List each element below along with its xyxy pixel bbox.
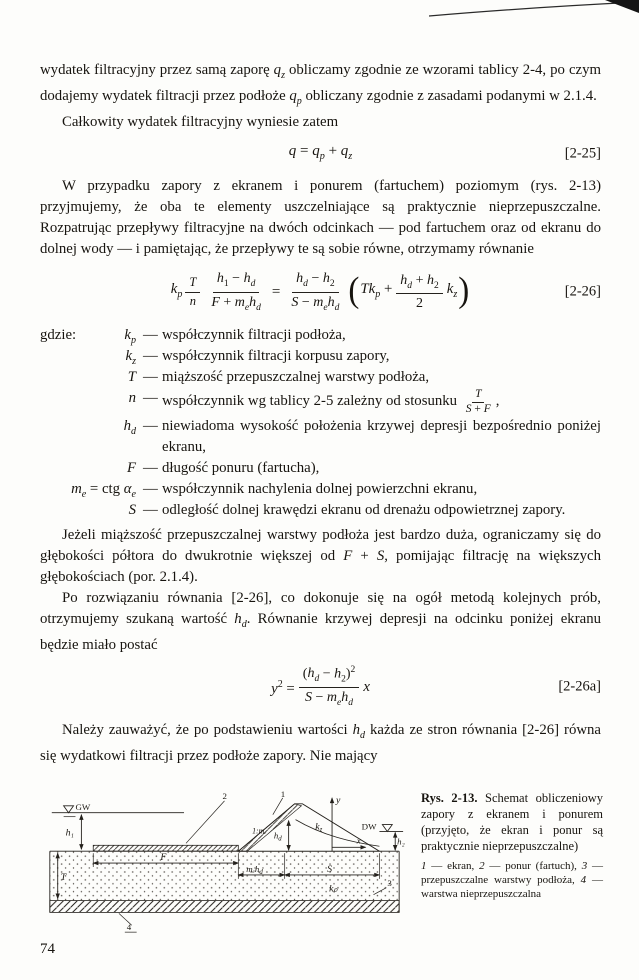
- label-1-ekran: 1: [280, 790, 286, 799]
- label-h1: h₁: [65, 827, 74, 839]
- caption-text: Rys. 2-13. Schemat obliczeniowy zapory z ekranem i ponurem (przyjęto, że ekran i ponur są praktycznie nieprzepuszczalne): [421, 791, 603, 853]
- eq26-frac-inner: $\frac{h_d + h_2}{2}$: [396, 272, 442, 313]
- symbol: S: [128, 501, 136, 518]
- description: długość ponuru (fartucha),: [162, 459, 320, 476]
- leader-2: [186, 801, 224, 843]
- equation-number: [2-26]: [564, 283, 601, 300]
- eq26a-frac: $\frac{(h_d - h_2)^2}{S - m_eh_d}$: [299, 665, 360, 710]
- symbol: $k_p$: [124, 327, 136, 347]
- eq26-frac-right: $\frac{h_d - h_2}{S - m_eh_d}$: [291, 270, 340, 313]
- symbol: $k_z$: [125, 348, 136, 368]
- leader-1: [273, 798, 283, 815]
- label-kz: $k_z$: [315, 821, 323, 834]
- label-x-axis: x: [356, 835, 361, 846]
- paragraph-remark: Należy zauważyć, że po podstawieniu wartości $h_d$ każda ze stron równania [2-26] równa się wydatkowi filtracji przez podłoże zapory. Nie mający: [40, 721, 602, 764]
- where-list: [40, 325, 601, 520]
- description: miąższość przepuszczalnej warstwy podłoża,: [162, 369, 430, 386]
- equation-number: [2-25]: [564, 145, 601, 162]
- symbol: F: [126, 459, 136, 476]
- paragraph-solution: Po rozwiązaniu równania [2-26], co dokonuje się na ogół metodą kolejnych prób, otrzymujemy szukaną wartość $h_d$. Równanie krzywej depresji na odcinku poniżej ekranu będzie miało postać: [40, 589, 601, 653]
- dash: —: [143, 327, 158, 344]
- eq26-inner-tail: $k_z$: [446, 281, 458, 301]
- where-row: [40, 416, 601, 458]
- label-h2: h₂: [397, 836, 405, 847]
- dash: —: [143, 480, 158, 497]
- right-paren: ): [458, 271, 470, 311]
- label-S: S: [327, 863, 333, 875]
- where-row: [40, 388, 601, 415]
- paragraph-ekran-ponur: W przypadku zapory z ekranem i ponurem (fartuchem) poziomym (rys. 2-13) przyjmujemy, że oba te elementy uszczelniające są praktycznie nieprzepuszczalne. Rozpatrując przepływy filtracyjne na dwóch odcinkach — pod fartuchem oraz od ekranu do dolnej wody — i pamiętając, że przepływy te są sobie równe, otrzymamy równanie: [40, 177, 601, 257]
- dash: —: [143, 417, 158, 434]
- description: współczynnik nachylenia dolnej powierzchni ekranu,: [162, 480, 478, 497]
- label-gw: GW: [75, 801, 91, 812]
- where-row: [40, 346, 601, 367]
- impermeable-layer: [50, 901, 399, 913]
- where-row: [40, 458, 601, 479]
- equation-2-26a: [40, 665, 601, 710]
- label-T: T: [60, 871, 67, 883]
- equation-2-26: [40, 270, 601, 314]
- dash: —: [143, 459, 158, 476]
- dash: —: [143, 501, 158, 518]
- symbol: $h_d$: [123, 417, 136, 437]
- scan-corner-artifact: [429, 0, 639, 22]
- symbol: n: [128, 390, 136, 407]
- dw-nabla-icon: [382, 825, 392, 832]
- equals-sign: =: [271, 283, 281, 300]
- label-slope-ratio: 1:mₑ: [252, 826, 267, 836]
- where-row: [40, 325, 601, 346]
- description: niewiadoma wysokość położenia krzywej depresji bezpośrednio poniżej ekranu,: [162, 417, 601, 455]
- label-3-foundation: 3: [387, 877, 392, 888]
- where-row: [40, 479, 601, 500]
- label-2-ponur: 2: [222, 790, 227, 801]
- permeable-foundation: [50, 851, 399, 900]
- dash: —: [143, 390, 158, 407]
- description: współczynnik wg tablicy 2-5 zależny od stosunku $\frac{T}{S + F}$ ,: [162, 388, 500, 415]
- page-number: 74: [40, 941, 55, 957]
- label-mehd: mₑh$_d$: [246, 863, 263, 876]
- ponur-apron: [93, 845, 238, 851]
- label-kp: kₚ: [329, 883, 338, 895]
- label-hd: $h_d$: [273, 830, 282, 843]
- label-y-axis: y: [336, 794, 341, 806]
- paragraph-depth-limit: Jeżeli miąższość przepuszczalnej warstwy podłoża jest bardzo duża, ograniczamy się do głębokości półtora do dwukrotnie większej od F + S, pomijając filtrację na większych głębokościach (por. 2.1.4).: [40, 526, 601, 585]
- where-label: gdzie:: [40, 327, 77, 344]
- dam-schematic-drawing: [36, 790, 411, 946]
- paragraph-total-discharge: Całkowity wydatek filtracyjny wyniesie zatem: [62, 113, 339, 130]
- label-4-impermeable: 4: [126, 922, 132, 933]
- text-column: [40, 60, 601, 767]
- where-row: [40, 367, 601, 388]
- eq26-inner-lead: $Tk_p$ +: [360, 281, 393, 301]
- description: odległość dolnej krawędzi ekranu od drenażu odpowietrznej zapory.: [162, 501, 566, 518]
- left-paren: (: [348, 271, 360, 311]
- dash: —: [143, 348, 158, 365]
- label-dw: DW: [361, 821, 377, 832]
- paragraph-intro: wydatek filtracyjny przez samą zaporę $q_z$ obliczamy zgodnie ze wzorami tablicy 2-4, po czym dodajemy wydatek filtracji przez podłoże $q_p$ obliczany zgodnie z zasadami podanymi w 2.1.4.: [40, 62, 601, 107]
- inline-fraction: $\frac{T}{S + F}$: [465, 388, 491, 415]
- where-row: [40, 500, 601, 521]
- eq26-frac-T-n: $\frac{T}{n}$: [185, 275, 200, 309]
- description: współczynnik filtracji podłoża,: [162, 327, 346, 344]
- eq26a-tail: x: [363, 678, 370, 695]
- symbol: $m_e$ = ctg $\alpha_e$: [71, 480, 136, 500]
- equation-number: [2-26a]: [558, 678, 601, 695]
- eq26a-lead: $y^2$ =: [271, 679, 295, 698]
- description: współczynnik filtracji korpusu zapory,: [162, 348, 390, 365]
- symbol: T: [127, 369, 136, 386]
- figure-caption: [421, 790, 603, 946]
- eq26-lead: $k_p$: [170, 281, 183, 301]
- label-F: F: [160, 852, 167, 864]
- eq26-frac-left: $\frac{h_1 - h_d}{F + m_eh_d}$: [211, 270, 261, 313]
- equation-2-25: [40, 141, 601, 167]
- gw-nabla-icon: [64, 806, 74, 813]
- equation-body: $q = q_p + q_z$: [288, 142, 353, 162]
- caption-legend: 1 — ekran, 2 — ponur (fartuch), 3 — przepuszczalne warstwy podłoża, 4 — warstwa nieprzepuszczalna: [421, 860, 604, 900]
- caption-label: Rys. 2-13.: [421, 791, 478, 805]
- dash: —: [143, 369, 158, 386]
- figure-rys-2-13: [36, 790, 603, 946]
